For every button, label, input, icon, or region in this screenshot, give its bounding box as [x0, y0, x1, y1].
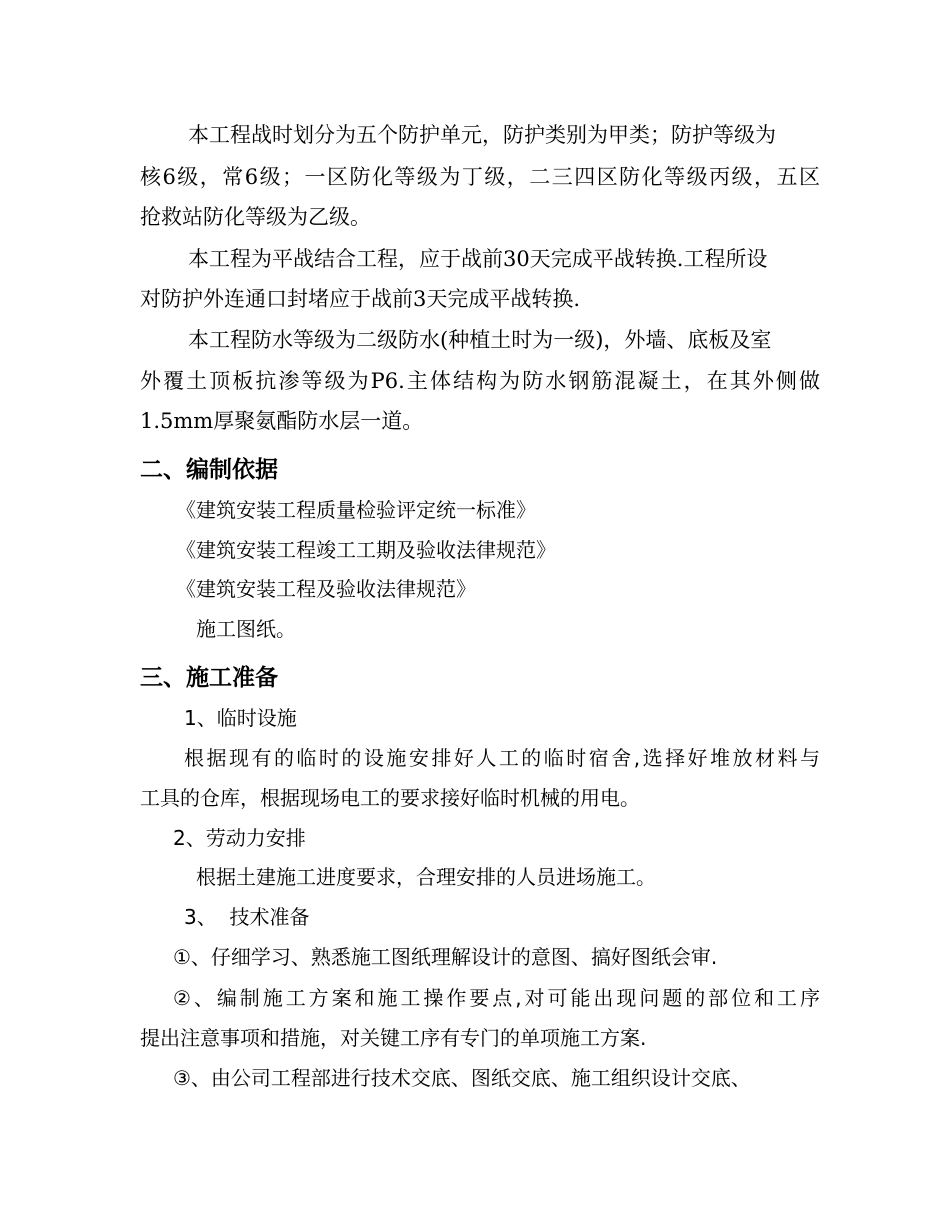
subsection-3-title: 3、 技术准备 — [184, 905, 310, 929]
reference-item-1: 《建筑安装工程质量检验评定统一标准》 — [176, 498, 536, 522]
paragraph-3-line-3: 1.5mm厚聚氨酯防水层一道。 — [140, 409, 424, 433]
technical-prep-item-3: ③、由公司工程部进行技术交底、图纸交底、施工组织设计交底、 — [173, 1066, 751, 1090]
section-3-heading: 三、施工准备 — [140, 665, 278, 691]
paragraph-1-line-3: 抢救站防化等级为乙级。 — [140, 205, 371, 229]
reference-item-4: 施工图纸。 — [196, 617, 296, 641]
subsection-2-line-1: 根据土建施工进度要求，合理安排的人员进场施工。 — [196, 865, 656, 889]
technical-prep-item-2-line-2: 提出注意事项和措施，对关键工序有专门的单项施工方案. — [140, 1026, 647, 1050]
subsection-1-line-2: 工具的仓库，根据现场电工的要求接好临时机械的用电。 — [140, 786, 640, 810]
paragraph-1-line-2: 核6级，常6级；一区防化等级为丁级，二三四区防化等级丙级，五区 — [140, 165, 820, 189]
paragraph-3-line-2: 外覆土顶板抗渗等级为P6.主体结构为防水钢筋混凝土，在其外侧做 — [140, 369, 820, 393]
technical-prep-item-1: ①、仔细学习、熟悉施工图纸理解设计的意图、搞好图纸会审. — [173, 945, 718, 969]
paragraph-2-line-2: 对防护外连通口封堵应于战前3天完成平战转换. — [140, 287, 581, 311]
section-2-heading: 二、编制依据 — [140, 457, 278, 483]
technical-prep-item-2-line-1: ②、编制施工方案和施工操作要点,对可能出现问题的部位和工序 — [173, 986, 820, 1010]
paragraph-1-line-1: 本工程战时划分为五个防护单元，防护类别为甲类；防护等级为 — [188, 123, 776, 147]
subsection-1-line-1: 根据现有的临时的设施安排好人工的临时宿舍,选择好堆放材料与 — [184, 746, 820, 770]
reference-item-3: 《建筑安装工程及验收法律规范》 — [176, 577, 476, 601]
subsection-1-title: 1、临时设施 — [184, 706, 297, 730]
paragraph-2-line-1: 本工程为平战结合工程，应于战前30天完成平战转换.工程所设 — [188, 247, 768, 271]
subsection-2-title: 2、劳动力安排 — [173, 826, 306, 850]
reference-item-2: 《建筑安装工程竣工工期及验收法律规范》 — [176, 538, 556, 562]
paragraph-3-line-1: 本工程防水等级为二级防水(种植土时为一级)，外墙、底板及室 — [188, 328, 772, 352]
